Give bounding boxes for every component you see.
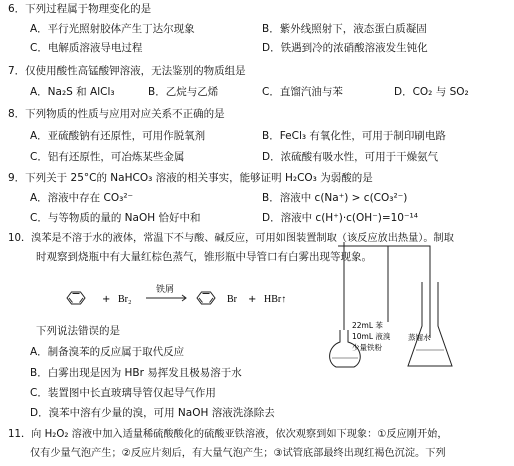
apparatus-diagram (318, 242, 514, 370)
glass-tube (344, 246, 388, 330)
product-hbr: HBr↑ (264, 294, 287, 305)
q11-line1: 11．向 H₂O₂ 溶液中加入适量稀硫酸酸化的硫酸亚铁溶液，依次观察到如下现象：①反应刚开始， (8, 429, 448, 440)
glass-tube-2 (388, 246, 430, 282)
q10-stem-line2: 时观察到烧瓶中有大量红棕色蒸气，锥形瓶中导管口有白雾出现等现象。 (36, 251, 372, 263)
q6-option-c: C．电解质溶液导电过程 (30, 42, 143, 54)
q9-option-a: A．溶液中存在 CO₃²⁻ (30, 192, 134, 204)
q9-option-d: D．溶液中 c(H⁺)·c(OH⁻)=10⁻¹⁴ (262, 212, 418, 224)
bromobenzene-ring-icon (197, 292, 215, 304)
q8-option-a: A．亚硫酸钠有还原性，可用作脱氧剂 (30, 130, 206, 142)
q7-option-d: D．CO₂ 与 SO₂ (394, 86, 469, 98)
label-bromine: 10mL 液溴 (352, 332, 391, 341)
q8-stem: 8．下列物质的性质与应用对应关系不正确的是 (8, 108, 225, 120)
reactant-br2: Br₂ (118, 294, 132, 305)
q10-option-d: D．溴苯中溶有少量的溴，可用 NaOH 溶液洗涤除去 (30, 407, 275, 419)
q10-option-b: B．白雾出现是因为 HBr 易挥发且极易溶于水 (30, 367, 242, 379)
plus-sign-2: + (248, 294, 257, 305)
q6-stem: 6．下列过程属于物理变化的是 (8, 3, 152, 15)
q7-option-a: A．Na₂S 和 AlCl₃ (30, 86, 115, 98)
q9-stem: 9．下列关于 25°C的 NaHCO₃ 溶液的相关事实，能够证明 H₂CO₃ 为弱酸的是 (8, 172, 373, 184)
q7-option-c: C．直馏汽油与苯 (262, 86, 343, 98)
q9-option-b: B．溶液中 c(Na⁺) > c(CO₃²⁻) (262, 192, 408, 204)
q11-line2: 仅有少量气泡产生；②反应片刻后，有大量气泡产生；③试管底部最终出现红褐色沉淀。下列 (30, 448, 446, 459)
q7-option-b: B．乙烷与乙烯 (148, 86, 219, 98)
plus-sign-1: + (102, 294, 111, 305)
q10-sub-question: 下列说法错误的是 (36, 325, 120, 337)
q8-option-d: D．浓硫酸有吸水性，可用于干燥氨气 (262, 151, 439, 163)
q6-option-d: D．铁遇到冷的浓硝酸溶液发生钝化 (262, 42, 428, 54)
q7-stem: 7．仅使用酸性高锰酸钾溶液，无法鉴别的物质组是 (8, 65, 246, 77)
q8-option-b: B．FeCl₃ 有氧化性，可用于制印刷电路 (262, 130, 446, 142)
q6-option-b: B．紫外线照射下，液态蛋白质凝固 (262, 23, 427, 35)
q10-stem-line1: 10．溴苯是不溶于水的液体，常温下不与酸、碱反应，可用如图装置制取（该反应放出热量）。制取 (8, 233, 454, 244)
reaction-equation (66, 284, 306, 312)
label-benzene: 22mL 苯 (352, 321, 383, 330)
q10-option-c: C．装置图中长直玻璃导管仅起导气作用 (30, 387, 216, 399)
q6-option-a: A．平行光照射胶体产生丁达尔现象 (30, 23, 195, 35)
label-water: 蒸馏水 (408, 333, 431, 342)
label-iron: 少量铁粉 (352, 343, 382, 352)
product-br: Br (227, 294, 237, 305)
benzene-ring-icon (67, 292, 85, 304)
q10-option-a: A．制备溴苯的反应属于取代反应 (30, 346, 185, 358)
q9-option-c: C．与等物质的量的 NaOH 恰好中和 (30, 212, 201, 224)
q8-option-c: C．铝有还原性，可冶炼某些金属 (30, 151, 185, 163)
catalyst-label: 铁屑 (156, 285, 175, 295)
